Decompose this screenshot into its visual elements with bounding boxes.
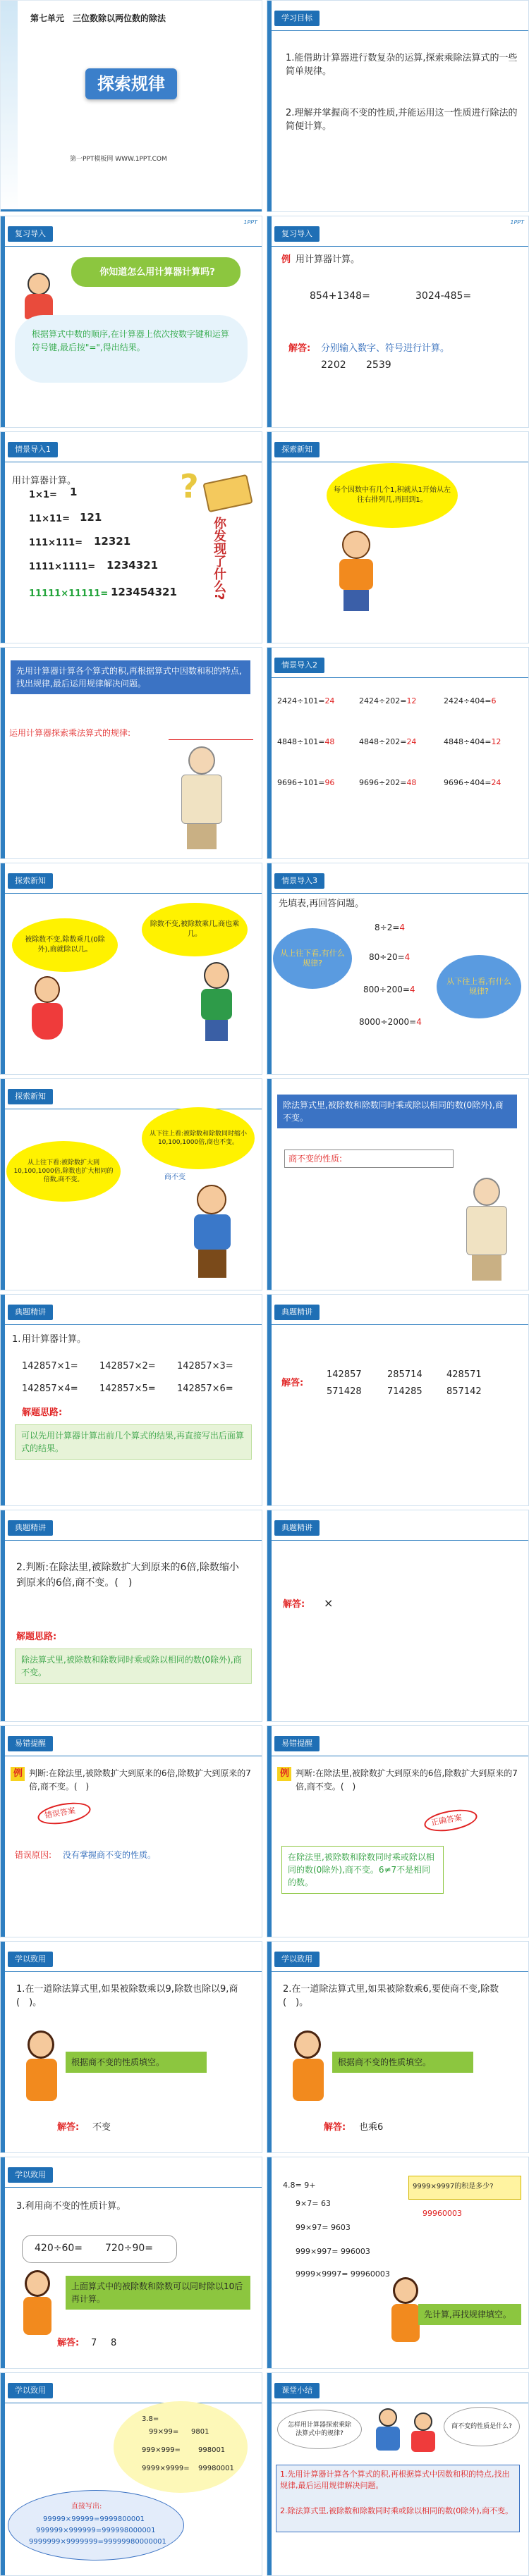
answer-label: 解答: <box>283 1599 305 1610</box>
slide-1 <box>0 0 262 212</box>
b-line-2: 99×99= <box>149 2428 179 2436</box>
r1c3: 142857×3= <box>177 1361 233 1372</box>
summary-2: 2.除法算式里,被除数和除数同时乘或除以相同的数(0除外),商不变。 <box>280 2506 513 2515</box>
answer: 不变 <box>92 2122 111 2133</box>
section-tag: 课堂小结 <box>274 2383 320 2398</box>
e-line-3: 9999999×9999999=99999980000001 <box>29 2538 166 2546</box>
slide-17 <box>0 1725 262 1937</box>
slide-4 <box>267 216 529 428</box>
kid-legs-icon <box>343 590 369 611</box>
a-r2c1: 571428 <box>327 1386 362 1397</box>
bubble-left <box>277 2410 362 2449</box>
left-tab <box>1 1079 5 1290</box>
left-tab <box>1 2157 5 2368</box>
row-4-result: 1234321 <box>107 559 159 572</box>
prompt: 先填表,再回答问题。 <box>279 899 365 909</box>
item-1: 4.8= 9+ <box>283 2181 316 2190</box>
expr-1: 854+1348= <box>310 290 370 302</box>
question: 2.在一道除法算式里,如果被除数乘6,要使商不变,除数( )。 <box>283 1984 499 2008</box>
bottom-line <box>1 209 262 211</box>
prompt: 用计算器计算。 <box>296 254 360 265</box>
top-line <box>1 893 262 894</box>
bubble-left-text: 被除数不变,除数乘几(0除外),商就除以几。 <box>25 936 105 954</box>
slide-19 <box>0 1941 262 2153</box>
kid-head-icon <box>28 273 50 295</box>
tip-label: 解题思路: <box>16 1632 57 1642</box>
teacher-body-icon <box>26 2059 57 2101</box>
answer-text: 分别输入数字、符号进行计算。 <box>321 343 450 354</box>
expr-2: 720÷90= <box>105 2243 153 2254</box>
boy-head-icon <box>204 962 229 989</box>
bubble-right <box>142 1107 255 1169</box>
bubble-text: 每个因数中有几个1,积就从1开始从左往右排列几,再回到1。 <box>334 486 451 504</box>
goal-1: 1.能借助计算器进行数复杂的运算,探索乘除法算式的一些简单规律。 <box>286 53 518 77</box>
top-line <box>1 1540 262 1541</box>
section-tag: 探索新知 <box>8 1089 53 1104</box>
row-3: 800÷200=4 <box>363 985 415 994</box>
bubble-right-text: 从下往上看:被除数和除数同时缩小10,100,1000倍,商也不变。 <box>149 1130 248 1146</box>
teacher-avatar <box>287 2030 329 2108</box>
b-line-6: 9999×9999= <box>142 2465 190 2472</box>
r2c3: 142857×6= <box>177 1383 233 1394</box>
property-label: 商不变的性质: <box>288 1154 343 1164</box>
bubble-left <box>6 1141 121 1202</box>
teacher-body-icon <box>376 2427 400 2451</box>
side-text: 你发现了什么? <box>212 517 226 600</box>
row-4: 8000÷2000=4 <box>359 1017 422 1027</box>
tip-box: 根据商不变的性质填空。 <box>332 2052 473 2073</box>
girl-avatar <box>26 976 68 1054</box>
teacher-avatar <box>20 2030 63 2108</box>
slide-2 <box>267 0 529 212</box>
top-line <box>267 893 528 894</box>
teacher-body-icon <box>181 775 222 824</box>
top-line <box>267 30 528 31</box>
girl-body-icon <box>32 1003 63 1040</box>
left-tab <box>1 1942 5 2152</box>
teacher-body-icon <box>293 2059 324 2101</box>
slide-20 <box>267 1941 529 2153</box>
method-bar: 先用计算器计算各个算式的积,再根据算式中因数和积的特点,找出规律,最后运用规律解决问题。 <box>11 660 250 694</box>
slide-title: 探索规律 <box>97 74 165 94</box>
left-tab <box>1 2373 5 2575</box>
teacher-head-icon <box>473 1178 500 1206</box>
answer-2: 8 <box>111 2338 117 2348</box>
row-3-result: 12321 <box>94 535 131 548</box>
cloud-right-text: 从下往上看,有什么规律? <box>446 977 511 996</box>
cloud-right <box>437 955 521 1018</box>
note-answer: 99960003 <box>422 2209 462 2218</box>
tip-box: 可以先用计算器计算出前几个算式的结果,再直接写出后面算式的结果。 <box>15 1424 252 1460</box>
r2c3: 4848÷404=12 <box>444 737 501 746</box>
row-2: 80÷20=4 <box>369 952 411 962</box>
top-line <box>267 677 528 678</box>
section-tag: 情景导入1 <box>8 442 58 457</box>
cloud-left-text: 从上往下看,有什么规律? <box>280 949 345 968</box>
boy-avatar <box>184 1185 241 1283</box>
blank-line <box>169 739 253 740</box>
tip-box: 根据商不变的性质填空。 <box>66 2052 207 2073</box>
row-4-expr: 1111×1111= <box>29 562 96 572</box>
item-3: 99×97= 9603 <box>296 2223 351 2232</box>
top-line <box>267 1971 528 1972</box>
correct-mark: 正确答案 <box>430 1813 463 1828</box>
question: 判断:在除法里,被除数扩大到原来的6倍,除数扩大到原来的7倍,商不变。( ) <box>296 1768 518 1792</box>
unit-header: 第七单元 三位数除以两位数的除法 <box>30 13 166 23</box>
boy-avatar <box>195 962 238 1047</box>
r1c2: 142857×2= <box>99 1361 156 1372</box>
section-tag: 情景导入2 <box>274 658 324 673</box>
question: 2.判断:在除法里,被除数扩大到原来的6倍,除数缩小到原来的6倍,商不变。( ) <box>16 1562 239 1589</box>
left-tab <box>267 1510 272 1721</box>
section-tag: 典题精讲 <box>274 1520 320 1536</box>
row-3-expr: 111×111= <box>29 538 83 548</box>
section-tag: 学习目标 <box>274 11 320 26</box>
r2c2: 4848÷202=24 <box>359 737 417 746</box>
girl-head-icon <box>35 976 60 1003</box>
teacher-body-icon <box>391 2304 420 2342</box>
top-line <box>1 1324 262 1325</box>
left-tab <box>267 863 272 1074</box>
boy-head-icon <box>197 1185 226 1214</box>
left-tab <box>267 1295 272 1505</box>
teacher-avatar <box>170 746 233 852</box>
section-tag: 复习导入 <box>274 226 320 242</box>
teacher-head-icon <box>294 2030 321 2059</box>
item-2: 9×7= 63 <box>296 2199 331 2208</box>
top-line <box>1 1971 262 1972</box>
goal-2: 2.理解并掌握商不变的性质,并能运用这一性质进行除法的简便计算。 <box>286 108 518 132</box>
tip-box: 上面算式中的被除数和除数可以同时除以10后再计算。 <box>66 2276 250 2310</box>
slide-24 <box>267 2372 529 2576</box>
bubble-left-text: 从上往下看:被除数扩大到10,100,1000倍,除数也扩大相同的倍数,商不变。 <box>13 1159 114 1183</box>
example-label: 例 <box>280 1768 290 1779</box>
teacher-head-icon <box>25 2270 50 2297</box>
tip-box: 除法算式里,被除数和除数同时乘或除以相同的数(0除外),商不变。 <box>15 1648 252 1684</box>
a-r1c2: 285714 <box>387 1369 422 1380</box>
teacher-legs-icon <box>187 824 217 849</box>
slide-6 <box>267 431 529 643</box>
left-tab <box>1 1726 5 1937</box>
slide-15 <box>0 1510 262 1722</box>
site-mark: 第一PPT模板网 WWW.1PPT.COM <box>70 156 167 163</box>
left-tab <box>1 216 5 427</box>
question: 1.在一道除法算式里,如果被除数乘以9,除数也除以9,商( )。 <box>16 1984 238 2008</box>
answer-label: 解答: <box>324 2122 346 2133</box>
a-r2c3: 857142 <box>446 1386 482 1397</box>
r3c3: 9696÷404=24 <box>444 778 501 787</box>
teacher-head-icon <box>188 746 215 775</box>
section-tag: 探索新知 <box>274 442 320 457</box>
teacher-head-icon <box>28 2030 54 2059</box>
tip-label: 解题思路: <box>22 1407 63 1418</box>
r2c1: 4848÷101=48 <box>277 737 335 746</box>
row-2-expr: 11×11= <box>29 514 70 524</box>
teacher-body-icon <box>23 2297 51 2335</box>
top-line <box>1 2187 262 2188</box>
boy-body-icon <box>194 1214 231 1250</box>
question: 3.利用商不变的性质计算。 <box>16 2201 126 2212</box>
slide-11 <box>0 1078 262 1290</box>
bubble-right-text: 商不变的性质是什么? <box>451 2423 512 2430</box>
left-tab <box>1 863 5 1074</box>
row-1-expr: 1×1= <box>29 490 57 500</box>
a-r1c1: 142857 <box>327 1369 362 1380</box>
cause: 没有掌握商不变的性质。 <box>63 1850 157 1860</box>
answer: 也乘6 <box>359 2122 384 2133</box>
teacher-legs-icon <box>472 1255 501 1281</box>
row-5-result: 123454321 <box>111 586 177 598</box>
row-5-expr: 11111×11111= <box>29 588 109 599</box>
kid-head-icon <box>342 531 370 559</box>
bubble-right <box>444 2407 520 2446</box>
top-line <box>267 1324 528 1325</box>
left-tab <box>267 1726 272 1937</box>
slide-23 <box>0 2372 262 2576</box>
top-line <box>267 1540 528 1541</box>
result-1: 2202 <box>321 359 346 371</box>
prompt: 用计算器计算。 <box>12 476 77 486</box>
b-line-1: 3.8= <box>142 2415 159 2423</box>
e-line-1: 99999×99999=9999800001 <box>43 2515 145 2523</box>
slide-22 <box>267 2157 529 2369</box>
question: 判断:在除法里,被除数扩大到原来的6倍,除数扩大到原来的7倍,商不变。( ) <box>29 1768 251 1792</box>
prompt: 用计算器计算。 <box>22 1334 87 1345</box>
section-tag: 学以致用 <box>274 1952 320 1967</box>
left-tab <box>267 2373 272 2575</box>
left-tab <box>267 648 272 858</box>
speech-bubble <box>327 463 458 528</box>
section-tag: 学以致用 <box>8 1952 53 1967</box>
data-bubble <box>114 2401 248 2493</box>
left-tab <box>1 648 5 858</box>
r1c3: 2424÷404=6 <box>444 696 497 705</box>
expr-1: 420÷60= <box>35 2243 83 2254</box>
b-line-5: 998001 <box>198 2446 226 2454</box>
top-line <box>267 246 528 247</box>
kid-avatar <box>329 531 386 615</box>
r2c2: 142857×5= <box>99 1383 156 1394</box>
teacher-head-icon <box>393 2277 418 2304</box>
slide-14 <box>267 1294 529 1506</box>
boy-legs-icon <box>198 1250 226 1278</box>
boy-legs-icon <box>205 1020 228 1041</box>
slide-3 <box>0 216 262 428</box>
example-label: 例 <box>281 254 291 265</box>
r1c1: 142857×1= <box>22 1361 78 1372</box>
left-tab <box>1 1295 5 1505</box>
slide-21 <box>0 2157 262 2369</box>
left-tab <box>267 216 272 427</box>
bubble-left <box>12 918 118 972</box>
section-tag: 易错提醒 <box>274 1736 320 1751</box>
answer-label: 解答: <box>288 343 311 354</box>
row-1: 8÷2=4 <box>375 923 406 932</box>
answer-label: 解答: <box>281 1378 304 1388</box>
row-2-result: 121 <box>80 511 102 524</box>
section-tag: 情景导入3 <box>274 873 324 889</box>
left-tab <box>267 1942 272 2152</box>
ppt-mark: 1PPT <box>510 219 524 226</box>
top-line <box>1 246 262 247</box>
slide-9 <box>0 863 262 1075</box>
b-line-7: 99980001 <box>198 2465 234 2472</box>
left-tab <box>1 432 5 643</box>
slide-18 <box>267 1725 529 1937</box>
question-text: 你知道怎么用计算器计算吗? <box>99 267 215 278</box>
ellipse-label: 直接写出: <box>71 2503 102 2510</box>
summary-1: 1.先用计算器计算各个算式的积,再根据算式中因数和积的特点,找出规律,最后运用规律解决问题。 <box>280 2470 510 2490</box>
bubble-right-text: 除数不变,被除数乘几,商也乘几。 <box>150 920 240 938</box>
slide-5 <box>0 431 262 643</box>
answer-1: 7 <box>91 2338 97 2348</box>
example-label: 例 <box>13 1768 23 1779</box>
left-tab <box>1 1510 5 1721</box>
kid-body-icon <box>339 559 373 590</box>
left-tab <box>267 2157 272 2368</box>
q-number: 1. <box>12 1334 21 1345</box>
answer: × <box>324 1596 334 1610</box>
section-tag: 学以致用 <box>8 2167 53 2183</box>
left-tab <box>267 1079 272 1290</box>
note-top: 9999×9997的积是多少? <box>413 2183 494 2190</box>
r3c1: 9696÷101=96 <box>277 778 335 787</box>
answer-label: 解答: <box>57 2122 80 2133</box>
e-line-2: 999999×999999=999998000001 <box>36 2527 156 2534</box>
tip-box: 先计算,再找规律填空。 <box>418 2304 521 2325</box>
book-icon <box>202 474 253 512</box>
property-bar: 除法算式里,被除数和除数同时乘或除以相同的数(0除外),商不变。 <box>277 1095 517 1128</box>
bubble-right <box>142 903 248 956</box>
slide-7 <box>0 647 262 859</box>
r1c1: 2424÷101=24 <box>277 696 335 705</box>
slide-1-corner-deco <box>1 1 18 212</box>
cloud-left <box>273 928 352 989</box>
section-tag: 探索新知 <box>8 873 53 889</box>
section-tag: 典题精讲 <box>274 1305 320 1320</box>
b-line-3: 9801 <box>191 2428 209 2436</box>
slide-12 <box>267 1078 529 1290</box>
teacher-body-icon <box>466 1206 507 1255</box>
explain-box: 在除法里,被除数和除数同时乘或除以相同的数(0除外),商不变。6≠7不是相同的数。 <box>281 1846 444 1894</box>
question-mark-icon: ? <box>180 467 199 505</box>
method-question: 运用计算器探索乘法算式的规律: <box>9 728 131 738</box>
section-tag: 典题精讲 <box>8 1305 53 1320</box>
section-tag: 易错提醒 <box>8 1736 53 1751</box>
item-5: 9999×9997= 99960003 <box>296 2269 390 2279</box>
a-r1c3: 428571 <box>446 1369 482 1380</box>
kid-avatar <box>408 2412 437 2455</box>
kid-head-icon <box>414 2412 432 2431</box>
ppt-mark: 1PPT <box>243 219 257 226</box>
item-4: 999×997= 996003 <box>296 2247 370 2256</box>
slide-16 <box>267 1510 529 1722</box>
row-1-result: 1 <box>70 486 78 498</box>
teacher-avatar <box>373 2408 401 2453</box>
left-tab <box>267 432 272 643</box>
a-r2c2: 714285 <box>387 1386 422 1397</box>
expr-2: 3024-485= <box>415 290 472 302</box>
boy-body-icon <box>201 989 232 1020</box>
tip-text: 根据算式中数的顺序,在计算器上依次按数字键和运算符号键,最后按"=",得出结果。 <box>32 329 229 352</box>
slide-8 <box>267 647 529 859</box>
kid-body-icon <box>411 2431 435 2452</box>
bubble-right-note: 商不变 <box>164 1173 186 1181</box>
teacher-avatar <box>455 1178 518 1283</box>
r2c1: 142857×4= <box>22 1383 78 1394</box>
r1c2: 2424÷202=12 <box>359 696 417 705</box>
answer-label: 解答: <box>57 2338 80 2348</box>
r3c2: 9696÷202=48 <box>359 778 417 787</box>
result-2: 2539 <box>366 359 391 371</box>
slide-10 <box>267 863 529 1075</box>
wrong-mark: 错误答案 <box>44 1806 76 1820</box>
bubble-left-text: 怎样用计算器探索乘除法算式中的规律? <box>287 2422 351 2437</box>
left-tab <box>267 1 272 211</box>
teacher-avatar <box>18 2270 57 2341</box>
section-tag: 学以致用 <box>8 2383 53 2398</box>
b-line-4: 999×999= <box>142 2446 181 2454</box>
section-tag: 复习导入 <box>8 226 53 242</box>
cause-label: 错误原因: <box>15 1850 52 1860</box>
slide-13 <box>0 1294 262 1506</box>
teacher-head-icon <box>379 2408 397 2427</box>
section-tag: 典题精讲 <box>8 1520 53 1536</box>
